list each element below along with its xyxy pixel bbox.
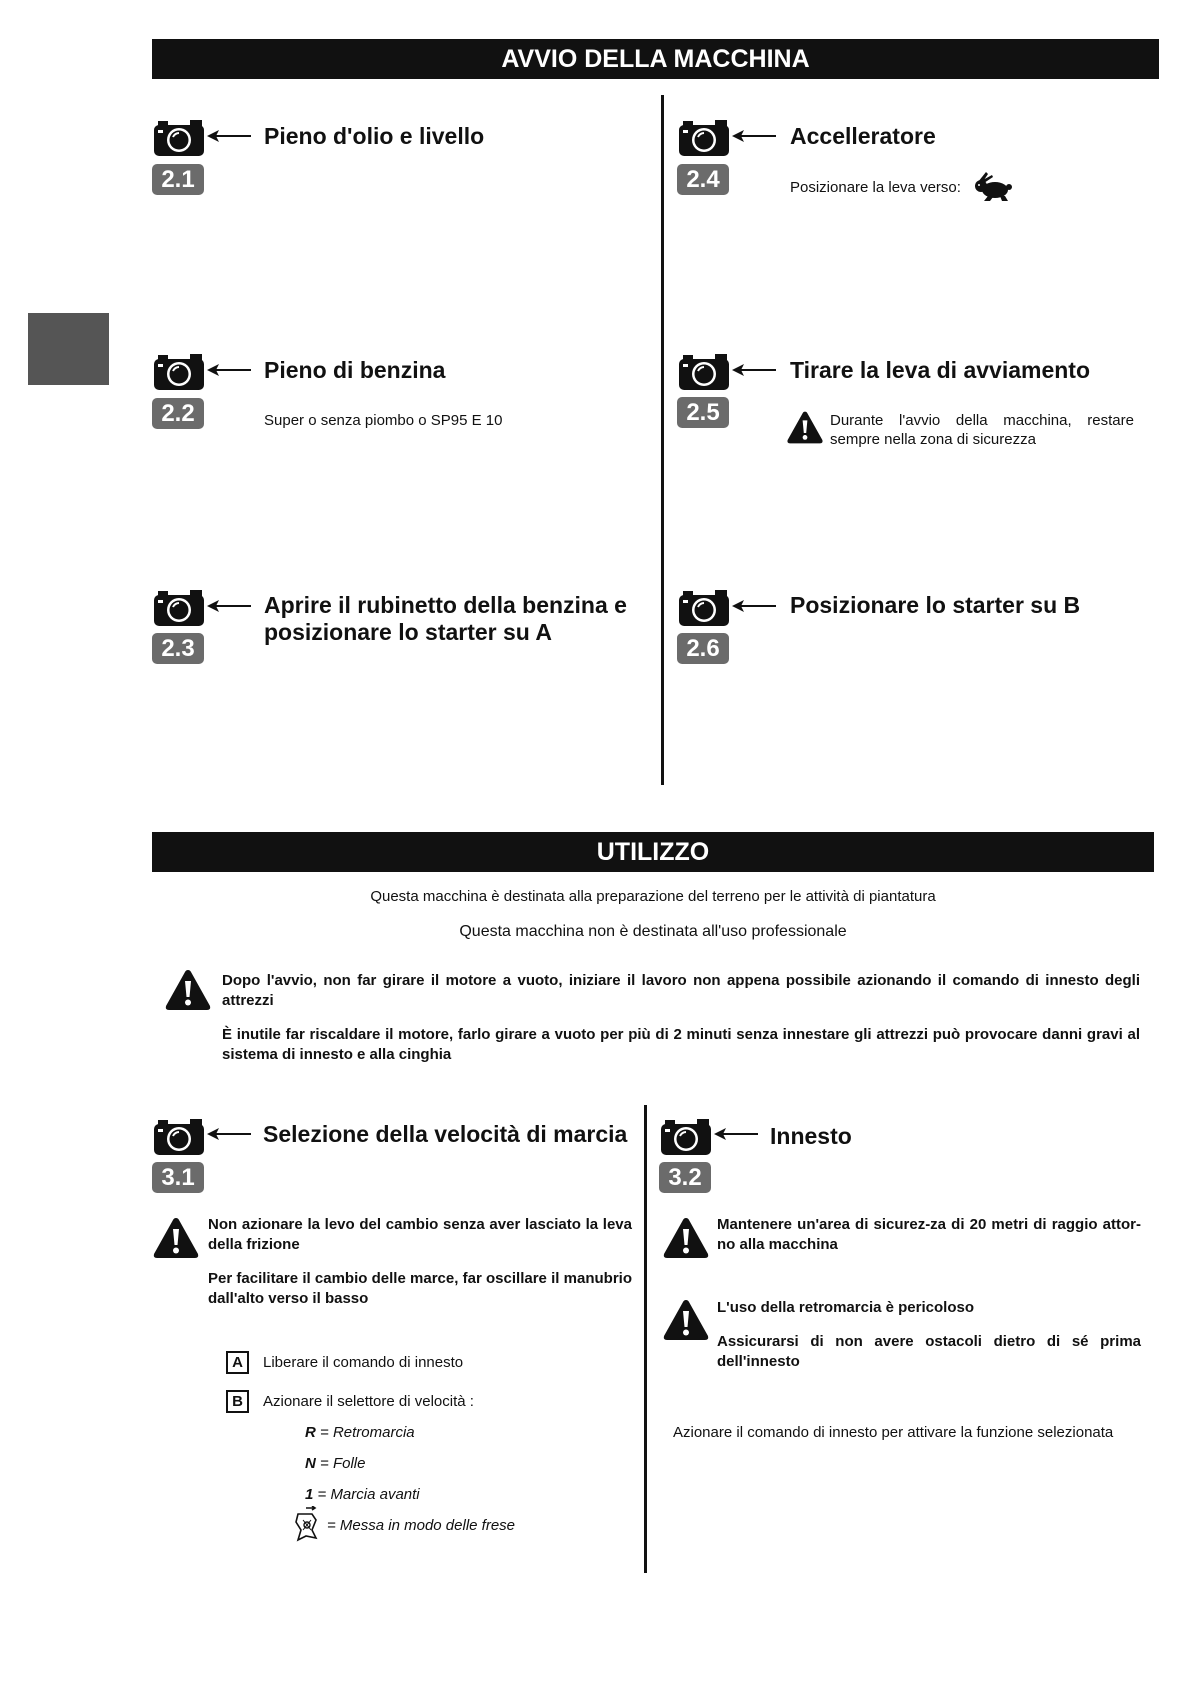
arrow-left-icon: [207, 1127, 251, 1141]
warning-text: Per facilitare il cambio delle marce, far oscillare il manubrio dall'alto verso il basso: [208, 1270, 632, 1307]
step-badge: 2.4: [677, 164, 729, 195]
rabbit-icon: [972, 171, 1012, 203]
step-text: Super o senza piombo o SP95 E 10: [264, 412, 503, 429]
label-b-box: B: [226, 1390, 249, 1413]
step-badge: 3.2: [659, 1162, 711, 1193]
arrow-left-icon: [207, 129, 251, 143]
instruction-a: Liberare il comando di innesto: [263, 1354, 464, 1371]
gear-option-n: N = Folle: [305, 1455, 366, 1472]
instruction-b: Azionare il selettore di velocità :: [263, 1393, 474, 1410]
camera-icon: [659, 1117, 713, 1157]
warning-text: Mantenere un'area di sicurez-za di 20 metri di raggio attor-no alla macchina: [717, 1216, 1141, 1253]
arrow-left-icon: [732, 599, 776, 613]
column-divider: [661, 95, 664, 785]
step-text: Posizionare la leva verso:: [790, 179, 961, 196]
camera-icon: [152, 1117, 206, 1157]
step-heading: Aprire il rubinetto della benzina e: [264, 592, 627, 618]
step-heading: Accelleratore: [790, 123, 936, 149]
instruction-text: Azionare il comando di innesto per attivare la funzione selezionata: [673, 1424, 1114, 1441]
step-badge: 2.6: [677, 633, 729, 664]
step-badge: 2.1: [152, 164, 204, 195]
camera-icon: [677, 118, 731, 158]
camera-icon: [677, 588, 731, 628]
step-badge: 2.3: [152, 633, 204, 664]
arrow-left-icon: [714, 1127, 758, 1141]
warning-text: Assicurarsi di non avere ostacoli dietro di sé prima dell'innesto: [717, 1333, 1141, 1370]
intro-line: Questa macchina è destinata alla preparazione del terreno per le attività di piantatura: [370, 888, 936, 905]
section-title-avvio: AVVIO DELLA MACCHINA: [152, 39, 1159, 79]
warning-text: sempre nella zona di sicurezza: [830, 431, 1036, 448]
gear-option-frese: = Messa in modo delle frese: [327, 1517, 516, 1534]
step-badge: 2.2: [152, 398, 204, 429]
arrow-left-icon: [207, 599, 251, 613]
step-heading: Selezione della velocità di marcia: [263, 1121, 628, 1147]
step-heading: Pieno di benzina: [264, 357, 446, 383]
warning-icon: [662, 1216, 710, 1260]
camera-icon: [152, 352, 206, 392]
step-heading: posizionare lo starter su A: [264, 619, 552, 645]
step-heading: Posizionare lo starter su B: [790, 592, 1081, 618]
intro-line: Questa macchina non è destinata all'uso professionale: [459, 923, 847, 940]
warning-text: Non azionare la levo del cambio senza aver lasciato la leva della frizione: [208, 1216, 632, 1253]
gear-option-r: R = Retromarcia: [305, 1424, 415, 1441]
step-badge: 2.5: [677, 397, 729, 428]
warning-text: L'uso della retromarcia è pericoloso: [717, 1299, 974, 1316]
step-heading: Pieno d'olio e livello: [264, 123, 485, 149]
warning-text: Durante l'avvio della macchina, restare: [830, 412, 1134, 429]
label-a-box: A: [226, 1351, 249, 1374]
column-divider: [644, 1105, 647, 1573]
warning-text: È inutile far riscaldare il motore, farlo girare a vuoto per più di 2 minuti senza innestare gli attrezzi può provocare danni gravi al sistema di innesto e alla cinghia: [222, 1026, 1140, 1063]
camera-icon: [152, 118, 206, 158]
camera-icon: [152, 588, 206, 628]
step-heading: Tirare la leva di avviamento: [790, 357, 1091, 383]
warning-icon: [164, 968, 212, 1012]
camera-icon: [677, 352, 731, 392]
warning-icon: [786, 410, 824, 445]
step-badge: 3.1: [152, 1162, 204, 1193]
warning-icon: [662, 1298, 710, 1342]
gear-option-1: 1 = Marcia avanti: [305, 1486, 420, 1503]
arrow-left-icon: [732, 129, 776, 143]
arrow-left-icon: [732, 363, 776, 377]
side-tab-marker: [28, 313, 109, 385]
warning-icon: [152, 1216, 200, 1260]
warning-text: Dopo l'avvio, non far girare il motore a vuoto, iniziare il lavoro non appena possibile azionando il comando di innesto degli attrezzi: [222, 972, 1140, 1009]
tiller-icon: [292, 1506, 322, 1542]
step-heading: Innesto: [770, 1123, 852, 1149]
section-title-utilizzo: UTILIZZO: [152, 832, 1154, 872]
arrow-left-icon: [207, 363, 251, 377]
